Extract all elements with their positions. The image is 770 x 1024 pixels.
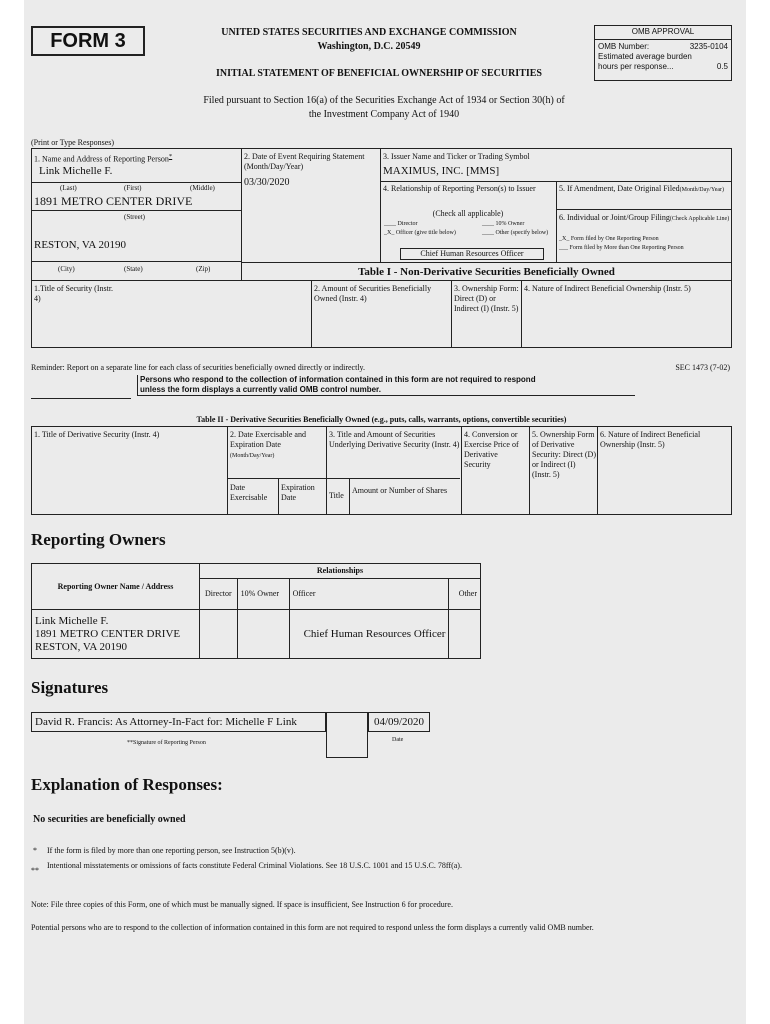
explanation-heading: Explanation of Responses: — [31, 775, 223, 794]
box6-label: 6. Individual or Joint/Group Filing — [559, 213, 670, 222]
persons-notice — [137, 375, 635, 396]
officer-option — [384, 229, 474, 237]
event-date: 03/30/2020 — [244, 177, 290, 188]
reporting-person-name: Link Michelle F. — [39, 165, 113, 177]
box6-sub: (Check Applicable Line) — [669, 216, 730, 222]
other-option: ____ Other (specify below) — [482, 230, 549, 236]
table2-col-underlying: 3. Title and Amount of Securities Underlying Derivative Security (Instr. 4) — [329, 430, 460, 449]
street-address: 1891 METRO CENTER DRIVE — [34, 194, 193, 208]
ten-pct-option: ____ 10% Owner — [482, 221, 525, 227]
city-label: (City) — [58, 265, 75, 273]
issuer-name-ticker: MAXIMUS, INC. [MMS] — [383, 165, 500, 177]
box1-footnote-mark: * — [168, 153, 173, 160]
owner-street: 1891 METRO CENTER DRIVE — [35, 627, 181, 640]
persons-notice-line2: unless the form displays a currently valid OMB control number. — [140, 385, 381, 394]
signatures-heading: Signatures — [31, 678, 109, 697]
officer-label: Officer (give title below) — [395, 230, 456, 236]
table2-col-ownership: 5. Ownership Form of Derivative Security: Direct (D) or Indirect (I) (Instr. 5) — [532, 430, 596, 479]
other-label: Other (specify below) — [495, 230, 549, 236]
table2-title: Table II - Derivative Securities Beneficially Owned (e.g., puts, calls, warrants, options, convertible securities) — [196, 415, 567, 424]
omb-number-label: OMB Number: — [598, 42, 650, 51]
table2-col-title: 1. Title of Derivative Security (Instr. 4) — [34, 430, 160, 439]
table2-col-conversion: 4. Conversion or Exercise Price of Derivative Security — [464, 430, 519, 469]
director-option: ____ Director — [384, 221, 418, 227]
box5-text — [559, 184, 729, 194]
box5-sub: (Month/Day/Year) — [679, 187, 725, 193]
box6-option-more: ___ Form filed by More than One Reporting Person — [559, 245, 684, 251]
owner-name-header: Reporting Owner Name / Address — [32, 564, 200, 610]
table2-underlying-title: Title — [329, 491, 344, 500]
officer-header: Officer — [289, 579, 449, 610]
officer-mark: _X_ — [384, 230, 395, 236]
table2-col-dates: 2. Date Exercisable and Expiration Date — [230, 430, 306, 449]
omb-number-value: 3235-0104 — [689, 42, 728, 51]
owner-city: RESTON, VA 20190 — [35, 640, 127, 653]
signature-spacer-box — [326, 712, 368, 758]
table2-col-dates-sub: (Month/Day/Year) — [230, 453, 275, 459]
owner-officer-cell: Chief Human Resources Officer — [289, 610, 449, 659]
omb-approval-box — [594, 25, 732, 81]
table1-col-amount: 2. Amount of Securities Beneficially Owned (Instr. 4) — [314, 284, 432, 303]
last-label: (Last) — [60, 184, 77, 192]
box5-label: 5. If Amendment, Date Original Filed — [559, 184, 680, 193]
table1-title: Table I - Non-Derivative Securities Beneficially Owned — [358, 266, 615, 278]
form-sheet — [24, 0, 746, 1024]
box1-label-row — [34, 152, 239, 165]
other-header: Other — [449, 579, 481, 610]
zip-label: (Zip) — [196, 265, 211, 273]
owner-director-cell — [199, 610, 237, 659]
relationships-header: Relationships — [199, 564, 480, 579]
reporting-owners-heading: Reporting Owners — [31, 530, 166, 549]
owner-name: Link Michelle F. — [35, 614, 109, 627]
reminder-text: Reminder: Report on a separate line for each class of securities beneficially owned directly or indirectly. — [31, 363, 366, 372]
agency-name: UNITED STATES SECURITIES AND EXCHANGE COMMISSION — [221, 27, 517, 38]
filed-pursuant-line2: the Investment Company Act of 1940 — [308, 109, 460, 120]
potential-persons-note: Potential persons who are to respond to the collection of information contained in this form are not required to respond unless the form displays a currently valid OMB number. — [31, 923, 594, 932]
agency-location: Washington, D.C. 20549 — [317, 41, 421, 52]
omb-burden-line1: Estimated average burden — [598, 52, 692, 61]
box2-label: 2. Date of Event Requiring Statement (Month/Day/Year) — [244, 152, 365, 171]
box6-option-one: _X_ Form filed by One Reporting Person — [559, 236, 659, 242]
ten-pct-label: 10% Owner — [495, 221, 525, 227]
city-state-zip: RESTON, VA 20190 — [34, 239, 126, 251]
form-label: FORM 3 — [50, 30, 126, 52]
signature-label: **Signature of Reporting Person — [127, 740, 206, 746]
reporting-owners-table — [31, 563, 481, 659]
date-label: Date — [392, 737, 404, 743]
table2-col-nature: 6. Nature of Indirect Beneficial Ownership (Instr. 5) — [600, 430, 701, 449]
omb-burden-line2: hours per response... — [598, 62, 674, 71]
director-label: Director — [397, 221, 418, 227]
box1-label: 1. Name and Address of Reporting Person — [34, 154, 169, 164]
table1-col-title: 1.Title of Security (Instr. 4) — [34, 284, 114, 303]
table2-underlying-amount: Amount or Number of Shares — [352, 486, 448, 495]
footnote-1-text: If the form is filed by more than one reporting person, see Instruction 5(b)(v). — [47, 846, 296, 855]
street-label: (Street) — [124, 213, 145, 221]
filed-pursuant-line1: Filed pursuant to Section 16(a) of the Securities Exchange Act of 1934 or Section 30(h) of — [203, 95, 565, 106]
sec-form-number: SEC 1473 (7-02) — [675, 363, 730, 372]
table1-col-nature: 4. Nature of Indirect Beneficial Ownership (Instr. 5) — [524, 284, 691, 293]
print-note: (Print or Type Responses) — [31, 138, 115, 147]
persons-notice-line1: Persons who respond to the collection of information contained in this form are not required to respond — [140, 375, 536, 384]
owner-other-cell — [449, 610, 481, 659]
omb-burden-value: 0.5 — [716, 62, 728, 71]
table2-date-exercisable: Date Exercisable — [230, 483, 268, 502]
middle-label: (Middle) — [190, 184, 215, 192]
owner-name-address — [32, 610, 200, 659]
ten-pct-owner-header: 10% Owner — [237, 579, 289, 610]
table1-col-ownership: 3. Ownership Form: Direct (D) or Indirect (I) (Instr. 5) — [454, 284, 519, 313]
footnote-2-mark: ** — [31, 866, 39, 875]
owner-ten-pct-cell — [237, 610, 289, 659]
table-row — [32, 610, 481, 659]
footnote-2-text: Intentional misstatements or omissions of facts constitute Federal Criminal Violations. See 18 U.S.C. 1001 and 15 U.S.C. 78ff(a). — [47, 861, 462, 870]
director-header: Director — [199, 579, 237, 610]
signature-box: David R. Francis: As Attorney-In-Fact for: Michelle F Link — [31, 712, 326, 732]
form-title: INITIAL STATEMENT OF BENEFICIAL OWNERSHIP OF SECURITIES — [215, 68, 542, 79]
persons-left-rule — [31, 374, 131, 399]
explanation-note: No securities are beneficially owned — [33, 814, 186, 825]
filing-note: Note: File three copies of this Form, one of which must be manually signed. If space is insufficient, See Instruction 6 for procedure. — [31, 900, 453, 909]
officer-title-box: Chief Human Resources Officer — [400, 248, 544, 260]
footnote-1-mark: * — [33, 846, 37, 855]
box3-label: 3. Issuer Name and Ticker or Trading Symbol — [383, 152, 530, 161]
form-label-box — [31, 26, 145, 56]
signature-date: 04/09/2020 — [368, 712, 430, 732]
table2-expiration-date: Expiration Date — [281, 483, 315, 502]
box4-label: 4. Relationship of Reporting Person(s) to Issuer — [383, 184, 536, 193]
box6-text — [559, 213, 731, 223]
first-label: (First) — [124, 184, 142, 192]
omb-title: OMB APPROVAL — [595, 26, 731, 40]
state-label: (State) — [124, 265, 143, 273]
check-all-note: (Check all applicable) — [432, 209, 504, 218]
